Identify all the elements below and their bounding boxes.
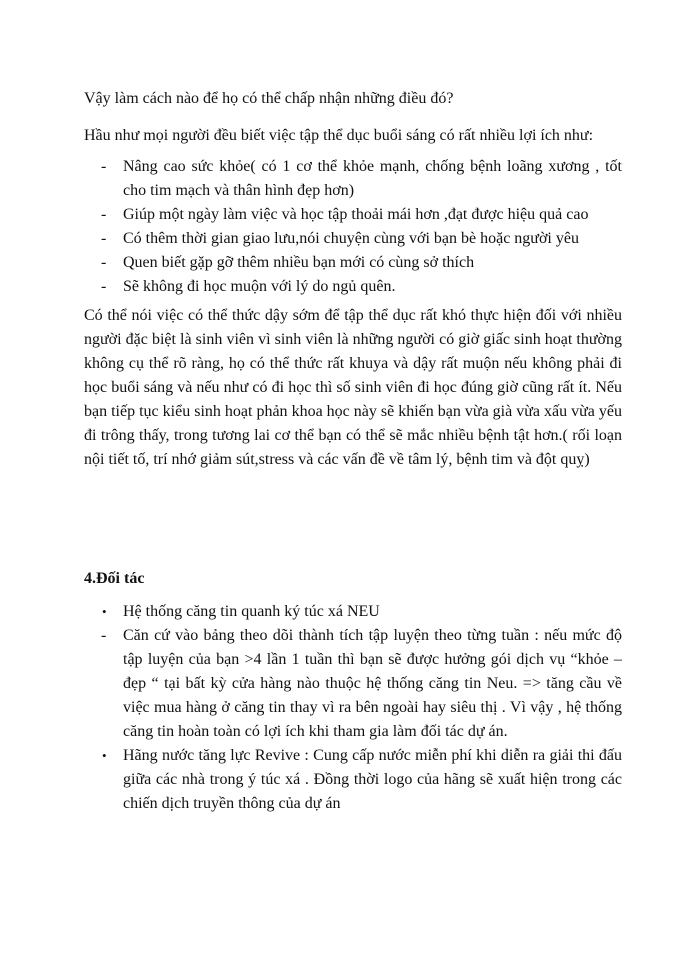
list-item xyxy=(84,227,622,251)
list-item xyxy=(84,624,622,744)
list-item xyxy=(84,600,622,624)
discussion-paragraph: Có thể nói việc có thể thức dậy sớm để tập thể dục rất khó thực hiện đối với nhiều người đặc biệt là sinh viên vì sinh viên là những người có giờ giấc sinh hoạt thường không cụ thể rõ ràng, họ có thể thức rất khuya và dậy rất muộn nếu không phải đi học buổi sáng và nếu như có đi học thì số sinh viên đi học đúng giờ cũng rất ít. Nếu bạn tiếp tục kiểu sinh hoạt phản khoa học này sẽ khiến bạn vừa già vừa xấu vừa yếu đi trông thấy, trong tương lai cơ thể bạn có thể sẽ mắc nhiều bệnh tật hơn.( rối loạn nội tiết tố, trí nhớ giảm sút,stress và các vấn đề về tâm lý, bệnh tim và đột quỵ) xyxy=(84,307,622,468)
dash-marker: - xyxy=(101,158,107,175)
benefits-list xyxy=(84,155,622,299)
benefit-text: Sẽ không đi học muộn với lý do ngủ quên. xyxy=(123,278,396,295)
benefit-text: Nâng cao sức khỏe( có 1 cơ thể khỏe mạnh, chống bệnh loãng xương , tốt cho tim mạch và thân hình đẹp hơn) xyxy=(123,158,622,199)
list-item xyxy=(84,203,622,227)
benefit-text: Có thêm thời gian giao lưu,nói chuyện cùng với bạn bè hoặc người yêu xyxy=(123,230,579,247)
intro-question: Vậy làm cách nào để họ có thể chấp nhận những điều đó? xyxy=(84,90,454,107)
benefits-intro: Hầu như mọi người đều biết việc tập thể dục buổi sáng có rất nhiều lợi ích như: xyxy=(84,127,594,144)
partner-text: Hãng nước tăng lực Revive : Cung cấp nước miễn phí khi diễn ra giải thi đấu giữa các nhà trong ý túc xá . Đồng thời logo của hãng sẽ xuất hiện trong các chiến dịch truyền thông của dự án xyxy=(123,747,622,812)
dash-marker: - xyxy=(101,230,107,247)
bullet-marker: • xyxy=(102,748,107,763)
dash-marker: - xyxy=(101,206,107,223)
bullet-marker: • xyxy=(102,604,107,619)
list-item xyxy=(84,251,622,275)
list-item xyxy=(84,744,622,816)
benefit-text: Giúp một ngày làm việc và học tập thoải mái hơn ,đạt được hiệu quả cao xyxy=(123,206,589,223)
list-item xyxy=(84,275,622,299)
partner-text: Căn cứ vào bảng theo dõi thành tích tập luyện theo từng tuần : nếu mức độ tập luyện của bạn >4 lần 1 tuần thì bạn sẽ được hưởng gói dịch vụ “khỏe –đẹp “ tại bất kỳ cửa hàng nào thuộc hệ thống căng tin Neu. => tăng cầu về việc mua hàng ở căng tin thay vì ra bên ngoài hay siêu thị . Vì vậy , hệ thống căng tin hoàn toàn có lợi ích khi tham gia làm đối tác dự án. xyxy=(123,627,622,740)
partner-text: Hệ thống căng tin quanh ký túc xá NEU xyxy=(123,603,380,620)
partners-list xyxy=(84,600,622,816)
list-item xyxy=(84,155,622,203)
dash-marker: - xyxy=(101,627,107,644)
section-heading: 4.Đối tác xyxy=(84,570,145,587)
dash-marker: - xyxy=(101,278,107,295)
dash-marker: - xyxy=(101,254,107,271)
benefit-text: Quen biết gặp gỡ thêm nhiều bạn mới có cùng sở thích xyxy=(123,254,475,271)
